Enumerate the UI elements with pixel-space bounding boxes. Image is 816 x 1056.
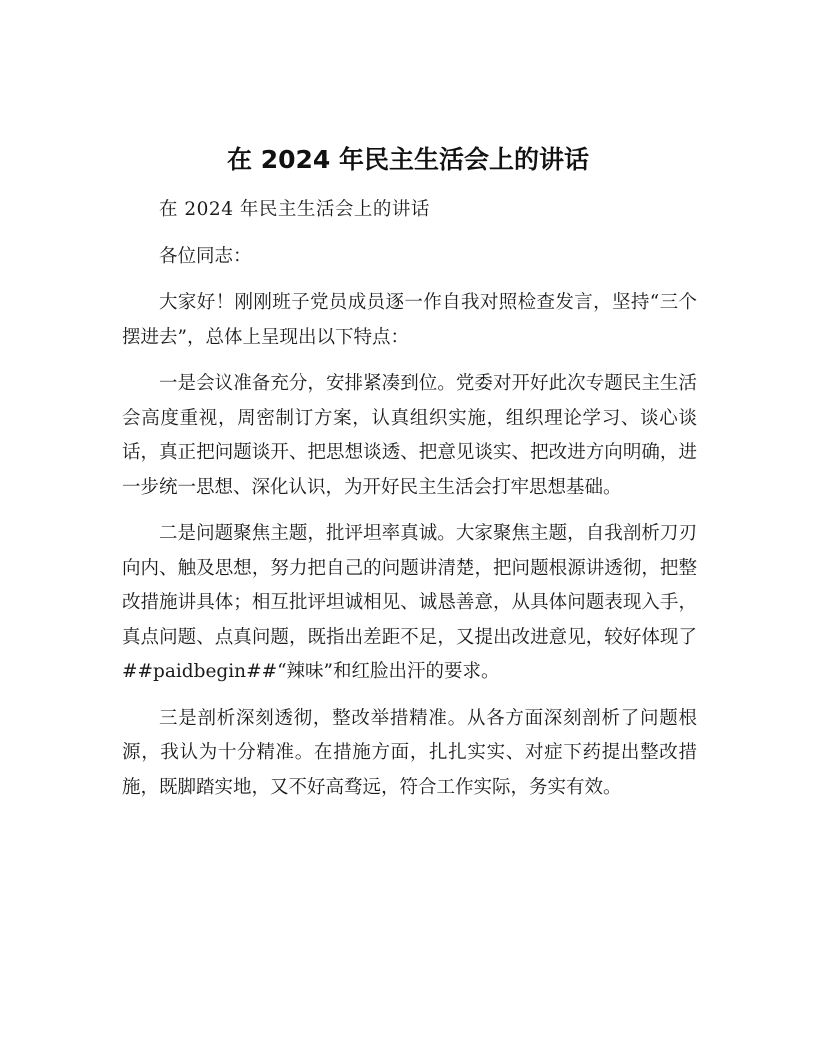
subtitle-paragraph: 在 2024 年民主生活会上的讲话: [159, 199, 430, 220]
document-title: 在 2024 年民主生活会上的讲话: [227, 145, 589, 174]
point-three-paragraph: 三是剖析深刻透彻，整改举措精准。从各方面深刻剖析了问题根源，我认为十分精准。在措施方面，扎扎实实、对症下药提出整改措施，既脚踏实地，又不好高骛远，符合工作实际，务实有效。: [122, 707, 697, 798]
salutation-paragraph: 各位同志：: [159, 245, 252, 267]
point-one-paragraph: 一是会议准备充分，安排紧凑到位。党委对开好此次专题民主生活会高度重视，周密制订方案，认真组织实施，组织理论学习、谈心谈话，真正把问题谈开、把思想谈透、把意见谈实、把改进方向明确，进一步统一思想、深化认识，为开好民主生活会打牢思想基础。: [122, 373, 697, 498]
document-body: [122, 193, 697, 817]
intro-paragraph: 大家好！刚刚班子党员成员逐一作自我对照检查发言，坚持“三个摆进去”，总体上呈现出以下特点：: [122, 292, 697, 348]
point-two-paragraph: 二是问题聚焦主题，批评坦率真诚。大家聚焦主题，自我剖析刀刃向内、触及思想，努力把自己的问题讲清楚，把问题根源讲透彻，把整改措施讲具体；相互批评坦诚相见、诚恳善意，从具体问题表现入手，真点问题、点真问题，既指出差距不足，又提出改进意见，较好体现了##paidbegin##“辣味”和红脸出汗的要求。: [122, 523, 697, 682]
